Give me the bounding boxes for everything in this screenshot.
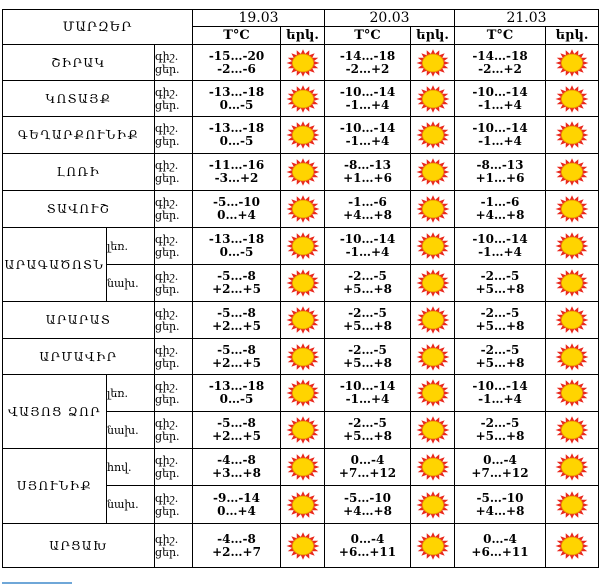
temperature-cell xyxy=(455,265,546,302)
sky-cell xyxy=(411,191,455,228)
day-temperature: 0…-5 xyxy=(219,97,254,112)
temperature-cell xyxy=(193,81,281,117)
temp-header: T°C xyxy=(325,27,411,45)
night-temperature: -9…-14 xyxy=(213,490,261,505)
day-temperature: +5…+8 xyxy=(475,355,525,370)
sun-icon xyxy=(554,84,590,114)
temperature-cell xyxy=(325,81,411,117)
sky-cell xyxy=(281,117,325,154)
night-temperature: -5…-10 xyxy=(213,195,261,209)
temperature-cell xyxy=(325,117,411,154)
sun-icon xyxy=(415,120,451,150)
temperature-cell xyxy=(193,339,281,375)
sky-cell xyxy=(411,45,455,81)
temperature-cell xyxy=(325,524,411,568)
date-header-3: 21.03 xyxy=(455,10,599,27)
day-temperature: +3…+8 xyxy=(212,466,261,480)
night-temperature: -5…-10 xyxy=(344,490,392,505)
day-temperature: -3…+2 xyxy=(214,171,259,185)
sky-cell xyxy=(281,265,325,302)
night-temperature: 0…-4 xyxy=(483,453,517,467)
forecast-row xyxy=(3,45,599,81)
sun-icon xyxy=(554,194,590,224)
day-label: ցեր. xyxy=(155,209,180,222)
night-label: գիշ. xyxy=(155,85,179,99)
night-label: գիշ. xyxy=(155,49,179,63)
sun-icon xyxy=(415,305,451,335)
sun-icon xyxy=(554,531,590,561)
day-temperature: +1…+6 xyxy=(475,171,525,185)
night-temperature: -2…-5 xyxy=(480,342,520,357)
sky-cell xyxy=(281,339,325,375)
day-night-labels xyxy=(155,117,193,154)
sun-icon xyxy=(415,531,451,561)
night-label: գիշ. xyxy=(155,380,179,393)
sun-icon xyxy=(415,194,451,224)
night-temperature: -4…-8 xyxy=(217,453,256,467)
sun-icon xyxy=(415,378,451,408)
temperature-cell xyxy=(325,375,411,412)
night-temperature: -10…-14 xyxy=(472,379,528,393)
day-temperature: -2…+2 xyxy=(345,61,390,76)
night-label: գիշ. xyxy=(155,196,179,209)
sky-cell xyxy=(546,117,599,154)
forecast-row xyxy=(3,375,599,412)
sky-cell xyxy=(546,339,599,375)
temperature-cell xyxy=(325,302,411,339)
temperature-cell xyxy=(455,228,546,265)
day-temperature: +5…+8 xyxy=(343,282,392,296)
zone-label: հով. xyxy=(107,449,155,486)
sun-icon xyxy=(554,157,590,187)
night-temperature: -10…-14 xyxy=(472,121,528,135)
sun-icon xyxy=(285,157,321,187)
sky-cell xyxy=(281,81,325,117)
day-night-labels xyxy=(155,375,193,412)
temperature-cell xyxy=(455,375,546,412)
night-temperature: -2…-5 xyxy=(348,342,387,357)
sun-icon xyxy=(285,48,321,78)
day-temperature: +6…+11 xyxy=(471,544,529,559)
sun-icon xyxy=(415,415,451,445)
temperature-cell xyxy=(325,154,411,191)
temperature-cell xyxy=(455,524,546,568)
day-night-labels xyxy=(155,339,193,375)
temperature-cell xyxy=(325,412,411,449)
day-night-labels xyxy=(155,524,193,568)
sun-icon xyxy=(415,490,451,520)
sky-cell xyxy=(411,486,455,524)
night-label: գիշ. xyxy=(155,532,179,546)
region-name: ՍՅՈՒՆԻՔ xyxy=(3,449,107,524)
night-temperature: -10…-14 xyxy=(472,84,528,99)
day-temperature: 0…+4 xyxy=(217,503,256,518)
temperature-cell xyxy=(193,302,281,339)
sun-icon xyxy=(285,378,321,408)
night-temperature: 0…-4 xyxy=(350,453,385,467)
sun-icon xyxy=(285,305,321,335)
sun-icon xyxy=(415,268,451,298)
day-night-labels xyxy=(155,154,193,191)
night-label: գիշ. xyxy=(155,417,179,430)
night-temperature: -1…-6 xyxy=(348,195,387,209)
temperature-cell xyxy=(193,524,281,568)
sky-header: երկ. xyxy=(411,27,455,45)
day-night-labels xyxy=(155,412,193,449)
date-header-1: 19.03 xyxy=(193,10,325,27)
footer-divider xyxy=(2,582,72,584)
sun-icon xyxy=(415,157,451,187)
sun-icon xyxy=(554,120,590,150)
day-temperature: +2…+5 xyxy=(212,355,261,370)
day-temperature: +2…+5 xyxy=(212,319,261,333)
night-temperature: -5…-8 xyxy=(217,416,256,430)
night-temperature: -8…-13 xyxy=(344,158,392,172)
day-temperature: +5…+8 xyxy=(343,355,392,370)
night-temperature: -13…-18 xyxy=(208,84,265,99)
sky-cell xyxy=(281,524,325,568)
sky-cell xyxy=(546,154,599,191)
sun-icon xyxy=(285,231,321,261)
night-temperature: -11…-16 xyxy=(208,158,265,172)
sun-icon xyxy=(285,268,321,298)
day-temperature: +7…+12 xyxy=(338,466,397,480)
sky-cell xyxy=(411,81,455,117)
night-temperature: -2…-5 xyxy=(348,269,387,283)
region-name: ԱՐՄԱՎԻՐ xyxy=(3,339,155,375)
region-name: ՎԱՅՈՑ ՁՈՐ xyxy=(3,375,107,449)
forecast-row xyxy=(3,228,599,265)
day-label: ցեր. xyxy=(155,430,180,443)
night-temperature: 0…-4 xyxy=(483,531,517,546)
day-label: ցեր. xyxy=(155,504,180,518)
sky-cell xyxy=(281,302,325,339)
forecast-row xyxy=(3,117,599,154)
day-temperature: -1…+4 xyxy=(345,97,390,112)
sun-icon xyxy=(554,415,590,445)
sky-cell xyxy=(281,449,325,486)
sun-icon xyxy=(554,268,590,298)
sun-icon xyxy=(285,415,321,445)
day-label: ցեր. xyxy=(155,467,180,480)
temperature-cell xyxy=(325,449,411,486)
sky-cell xyxy=(411,449,455,486)
night-temperature: -2…-5 xyxy=(348,306,387,320)
sky-cell xyxy=(411,228,455,265)
zone-label: նախ. xyxy=(107,412,155,449)
temperature-cell xyxy=(325,45,411,81)
temperature-cell xyxy=(193,265,281,302)
sky-cell xyxy=(411,265,455,302)
sun-icon xyxy=(285,452,321,482)
sky-cell xyxy=(546,412,599,449)
day-night-labels xyxy=(155,81,193,117)
day-temperature: -1…+4 xyxy=(478,392,522,406)
day-temperature: +4…+8 xyxy=(343,503,392,518)
sky-header: երկ. xyxy=(546,27,599,45)
day-temperature: +2…+5 xyxy=(212,282,261,296)
night-temperature: -10…-14 xyxy=(339,121,396,135)
temperature-cell xyxy=(325,228,411,265)
sun-icon xyxy=(415,231,451,261)
day-night-labels xyxy=(155,449,193,486)
sun-icon xyxy=(554,490,590,520)
sky-cell xyxy=(411,117,455,154)
day-night-labels xyxy=(155,265,193,302)
day-temperature: -1…+4 xyxy=(345,134,390,148)
temperature-cell xyxy=(193,154,281,191)
temperature-cell xyxy=(193,412,281,449)
sky-cell xyxy=(546,265,599,302)
night-temperature: -2…-5 xyxy=(480,416,520,430)
region-name: ՏԱՎՈՒՇ xyxy=(3,191,155,228)
sun-icon xyxy=(554,231,590,261)
temperature-cell xyxy=(455,302,546,339)
temperature-cell xyxy=(455,449,546,486)
forecast-row xyxy=(3,302,599,339)
night-temperature: -1…-6 xyxy=(480,195,520,209)
sky-cell xyxy=(546,449,599,486)
day-temperature: 0…+4 xyxy=(217,208,256,222)
night-temperature: -2…-5 xyxy=(480,269,520,283)
region-name: ՇԻՐԱԿ xyxy=(3,45,155,81)
forecast-row xyxy=(3,81,599,117)
sun-icon xyxy=(415,452,451,482)
temperature-cell xyxy=(325,191,411,228)
temperature-cell xyxy=(455,154,546,191)
temperature-cell xyxy=(193,486,281,524)
sky-cell xyxy=(281,412,325,449)
sun-icon xyxy=(415,48,451,78)
sun-icon xyxy=(554,342,590,372)
temperature-cell xyxy=(193,117,281,154)
region-name: ԿՈՏԱՅՔ xyxy=(3,81,155,117)
region-name: ԼՈՌԻ xyxy=(3,154,155,191)
day-label: ցեր. xyxy=(155,246,180,259)
day-temperature: -1…+4 xyxy=(478,134,522,148)
day-temperature: -2…-6 xyxy=(217,61,256,76)
day-night-labels xyxy=(155,228,193,265)
day-label: ցեր. xyxy=(155,393,180,406)
region-name: ԳԵՂԱՐՔՈՒՆԻՔ xyxy=(3,117,155,154)
forecast-row xyxy=(3,449,599,486)
night-label: գիշ. xyxy=(155,233,179,246)
sun-icon xyxy=(285,342,321,372)
day-temperature: +1…+6 xyxy=(343,171,392,185)
night-temperature: -14…-18 xyxy=(472,48,528,63)
sky-cell xyxy=(546,45,599,81)
day-temperature: +2…+5 xyxy=(212,429,261,443)
night-label: գիշ. xyxy=(155,122,179,135)
sky-cell xyxy=(411,154,455,191)
day-temperature: 0…-5 xyxy=(219,245,254,259)
zone-label: լեռ. xyxy=(107,375,155,412)
sky-cell xyxy=(411,302,455,339)
sky-cell xyxy=(411,412,455,449)
day-label: ցեր. xyxy=(155,62,180,76)
sky-cell xyxy=(546,191,599,228)
temp-header: T°C xyxy=(455,27,546,45)
day-temperature: +5…+8 xyxy=(475,282,525,296)
night-label: գիշ. xyxy=(155,343,179,357)
night-label: գիշ. xyxy=(155,270,179,283)
sky-cell xyxy=(546,81,599,117)
sky-cell xyxy=(546,228,599,265)
forecast-table xyxy=(2,9,599,568)
sky-cell xyxy=(546,302,599,339)
night-temperature: -4…-8 xyxy=(217,531,256,546)
sky-cell xyxy=(281,191,325,228)
temperature-cell xyxy=(455,81,546,117)
sky-cell xyxy=(281,486,325,524)
night-temperature: -10…-14 xyxy=(339,379,396,393)
region-column-header: ՄԱՐԶԵՐ xyxy=(3,10,193,45)
zone-label: նախ. xyxy=(107,265,155,302)
day-label: ցեր. xyxy=(155,98,180,112)
sun-icon xyxy=(415,342,451,372)
night-temperature: 0…-4 xyxy=(350,531,385,546)
day-temperature: +6…+11 xyxy=(338,544,397,559)
night-temperature: -5…-10 xyxy=(476,490,524,505)
night-temperature: -5…-8 xyxy=(217,269,256,283)
night-temperature: -10…-14 xyxy=(339,84,396,99)
region-name: ԱՐԱՐԱՏ xyxy=(3,302,155,339)
sun-icon xyxy=(285,531,321,561)
day-temperature: +5…+8 xyxy=(343,319,392,333)
day-label: ցեր. xyxy=(155,172,180,185)
day-temperature: 0…-5 xyxy=(219,392,254,406)
sky-header: երկ. xyxy=(281,27,325,45)
day-temperature: 0…-5 xyxy=(219,134,254,148)
temperature-cell xyxy=(455,412,546,449)
night-label: գիշ. xyxy=(155,307,179,320)
day-temperature: -1…+4 xyxy=(345,392,390,406)
night-temperature: -10…-14 xyxy=(472,232,528,246)
night-label: գիշ. xyxy=(155,454,179,467)
sky-cell xyxy=(281,45,325,81)
sky-cell xyxy=(546,524,599,568)
sun-icon xyxy=(554,378,590,408)
day-night-labels xyxy=(155,45,193,81)
day-night-labels xyxy=(155,191,193,228)
night-temperature: -8…-13 xyxy=(476,158,524,172)
day-temperature: +4…+8 xyxy=(343,208,392,222)
forecast-row xyxy=(3,339,599,375)
day-temperature: +5…+8 xyxy=(475,429,525,443)
forecast-row xyxy=(3,524,599,568)
sun-icon xyxy=(554,305,590,335)
sun-icon xyxy=(415,84,451,114)
temp-header: T°C xyxy=(193,27,281,45)
forecast-row xyxy=(3,154,599,191)
sky-cell xyxy=(411,339,455,375)
night-temperature: -13…-18 xyxy=(208,121,265,135)
day-label: ցեր. xyxy=(155,135,180,148)
day-temperature: +5…+8 xyxy=(475,319,525,333)
temperature-cell xyxy=(455,117,546,154)
night-temperature: -15…-20 xyxy=(208,48,265,63)
temperature-cell xyxy=(193,449,281,486)
day-temperature: +7…+12 xyxy=(471,466,529,480)
temperature-cell xyxy=(455,486,546,524)
day-label: ցեր. xyxy=(155,283,180,296)
day-night-labels xyxy=(155,486,193,524)
temperature-cell xyxy=(325,486,411,524)
sky-cell xyxy=(546,486,599,524)
temperature-cell xyxy=(325,339,411,375)
day-label: ցեր. xyxy=(155,356,180,370)
day-temperature: -1…+4 xyxy=(478,245,522,259)
forecast-row xyxy=(3,191,599,228)
zone-label: նախ. xyxy=(107,486,155,524)
sky-cell xyxy=(411,524,455,568)
sun-icon xyxy=(554,452,590,482)
forecast-body xyxy=(3,45,599,568)
night-temperature: -10…-14 xyxy=(339,232,396,246)
zone-label: լեռ. xyxy=(107,228,155,265)
night-temperature: -14…-18 xyxy=(339,48,396,63)
temperature-cell xyxy=(455,191,546,228)
night-label: գիշ. xyxy=(155,159,179,172)
temperature-cell xyxy=(455,45,546,81)
sky-cell xyxy=(411,375,455,412)
temperature-cell xyxy=(193,45,281,81)
temperature-cell xyxy=(193,228,281,265)
night-temperature: -13…-18 xyxy=(208,232,265,246)
night-label: գիշ. xyxy=(155,491,179,505)
day-temperature: -2…+2 xyxy=(478,61,522,76)
sun-icon xyxy=(285,120,321,150)
sky-cell xyxy=(281,154,325,191)
day-night-labels xyxy=(155,302,193,339)
sky-cell xyxy=(546,375,599,412)
night-temperature: -2…-5 xyxy=(348,416,387,430)
sky-cell xyxy=(281,228,325,265)
temperature-cell xyxy=(193,375,281,412)
day-temperature: +4…+8 xyxy=(475,503,525,518)
night-temperature: -13…-18 xyxy=(208,379,265,393)
temperature-cell xyxy=(455,339,546,375)
night-temperature: -5…-8 xyxy=(217,306,256,320)
date-header-2: 20.03 xyxy=(325,10,455,27)
region-name: ԱՐՑԱԽ xyxy=(3,524,155,568)
day-label: ցեր. xyxy=(155,545,180,559)
day-temperature: +4…+8 xyxy=(475,208,525,222)
region-name: ԱՐԱԳԱԾՈՏՆ xyxy=(3,228,107,302)
temperature-cell xyxy=(325,265,411,302)
sun-icon xyxy=(285,194,321,224)
night-temperature: -2…-5 xyxy=(480,306,520,320)
day-temperature: -1…+4 xyxy=(478,97,522,112)
sun-icon xyxy=(285,490,321,520)
night-temperature: -5…-8 xyxy=(217,342,256,357)
sun-icon xyxy=(285,84,321,114)
day-temperature: +2…+7 xyxy=(212,544,261,559)
day-temperature: -1…+4 xyxy=(345,245,390,259)
sky-cell xyxy=(281,375,325,412)
day-temperature: +5…+8 xyxy=(343,429,392,443)
temperature-cell xyxy=(193,191,281,228)
sun-icon xyxy=(554,48,590,78)
day-label: ցեր. xyxy=(155,320,180,333)
